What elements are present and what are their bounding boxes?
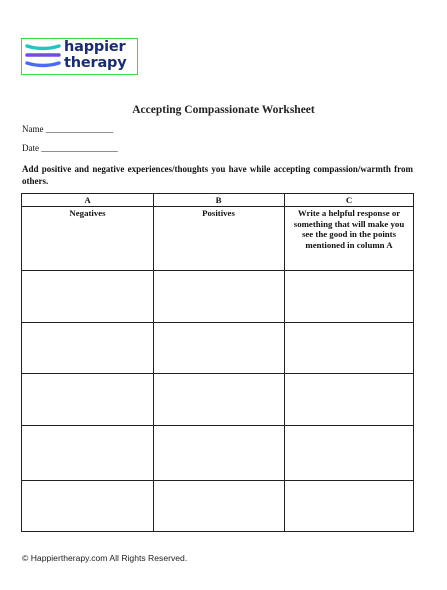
table-cell[interactable] — [285, 271, 414, 322]
column-b-letter: B — [215, 195, 222, 205]
table-cell[interactable] — [22, 271, 153, 322]
column-a-header: Negatives — [69, 208, 106, 218]
instructions-text: Add positive and negative experiences/thoughts you have while accepting compassion/warmth from others. — [22, 164, 413, 186]
column-c-letter: C — [345, 195, 353, 205]
logo-stripes-icon — [25, 43, 61, 69]
column-b-header: Positives — [202, 208, 235, 218]
worksheet-table — [21, 193, 414, 532]
row-divider — [22, 480, 413, 481]
row-divider — [22, 425, 413, 426]
date-field[interactable]: Date _________________ — [22, 143, 118, 153]
header-divider — [22, 206, 413, 207]
row-divider — [22, 322, 413, 323]
logo-line-2: therapy — [64, 54, 127, 71]
table-cell[interactable] — [154, 271, 284, 322]
row-divider — [22, 373, 413, 374]
happier-therapy-logo — [21, 38, 138, 75]
worksheet-title: Accepting Compassionate Worksheet — [132, 104, 315, 116]
column-a-letter: A — [84, 195, 91, 205]
logo-wordmark — [64, 40, 126, 71]
logo-line-1: happier — [64, 39, 126, 55]
copyright-footer: © Happiertherapy.com All Rights Reserved. — [22, 553, 188, 563]
name-field[interactable]: Name _______________ — [22, 124, 114, 134]
column-c-header: Write a helpful response or something that will make you see the good in the points mentioned in column A — [293, 208, 405, 250]
